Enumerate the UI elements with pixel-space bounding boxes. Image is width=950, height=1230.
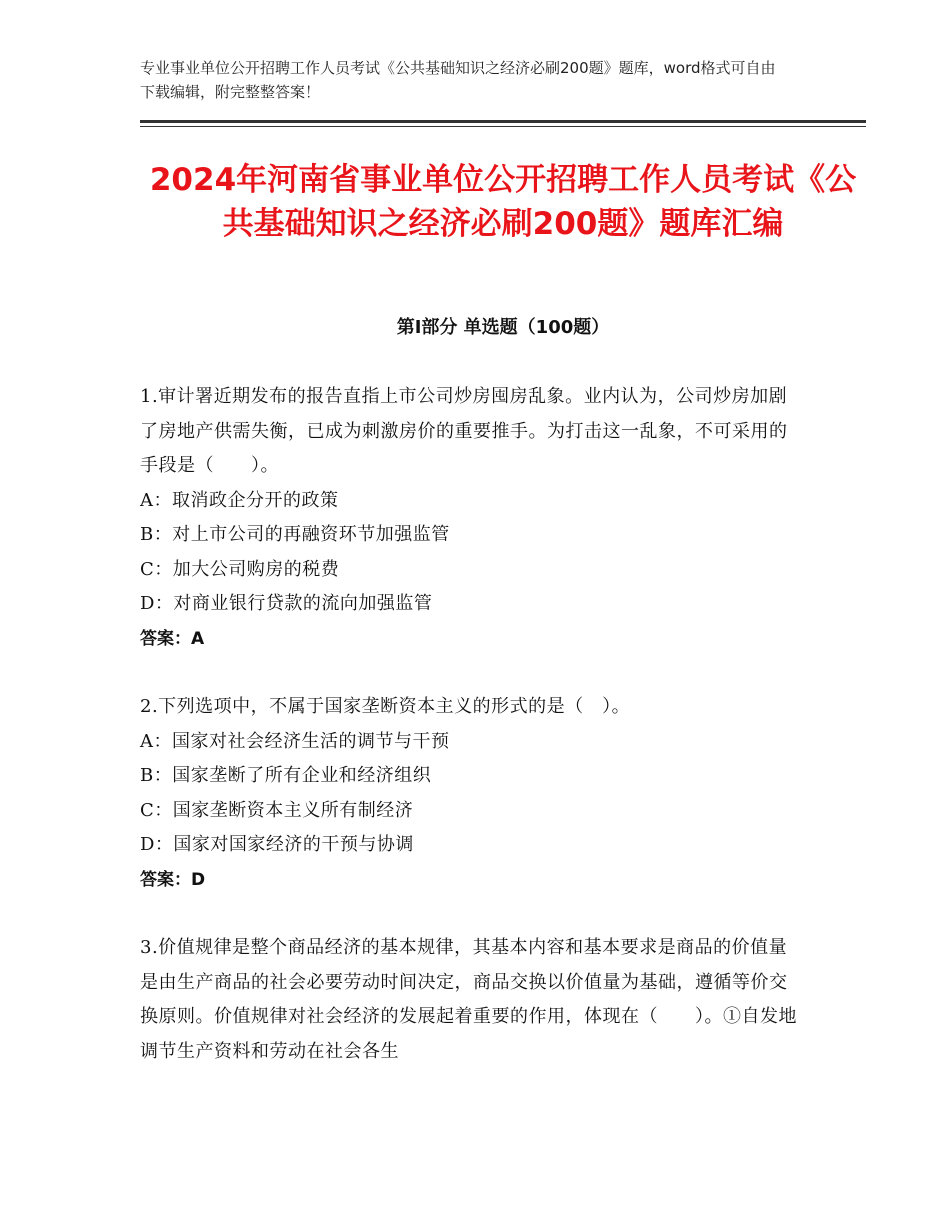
section-title: 第Ⅰ部分 单选题（100题） [396,317,610,338]
option-c: C：加大公司购房的税费 [140,558,340,580]
question-3 [140,931,800,1069]
header-divider-thin [140,126,866,127]
answer: 答案：A [140,628,205,649]
question-1 [140,380,800,656]
answer: 答案：D [140,869,206,890]
question-text: 1.审计署近期发布的报告直指上市公司炒房囤房乱象。业内认为，公司炒房加剧了房地产供需失衡，已成为刺激房价的重要推手。为打击这一乱象，不可采用的手段是（ ）。 [140,386,788,476]
option-a: A：取消政企分开的政策 [140,489,339,511]
option-d: D：国家对国家经济的干预与协调 [140,834,414,855]
option-b: B：国家垄断了所有企业和经济组织 [140,765,432,786]
question-list [140,380,800,1103]
option-b: B：对上市公司的再融资环节加强监管 [140,524,450,545]
option-a: A：国家对社会经济生活的调节与干预 [140,730,450,752]
option-d: D：对商业银行贷款的流向加强监管 [140,593,433,614]
option-c: C：国家垄断资本主义所有制经济 [140,799,414,821]
question-text: 3.价值规律是整个商品经济的基本规律，其基本内容和基本要求是商品的价值量是由生产商品的社会必要劳动时间决定，商品交换以价值量为基础，遵循等价交换原则。价值规律对社会经济的发展起着重要的作用，体现在（ ）。①自发地调节生产资料和劳动在社会各生 [140,937,797,1062]
header-divider-thick [140,120,866,123]
question-text: 2.下列选项中，不属于国家垄断资本主义的形式的是（ ）。 [140,696,631,717]
document-title: 2024年河南省事业单位公开招聘工作人员考试《公共基础知识之经济必刷200题》题库汇编 [149,162,857,242]
question-2 [140,690,800,897]
header-note: 专业事业单位公开招聘工作人员考试《公共基础知识之经济必刷200题》题库，word格式可自由下载编辑，附完整整答案！ [140,59,776,101]
